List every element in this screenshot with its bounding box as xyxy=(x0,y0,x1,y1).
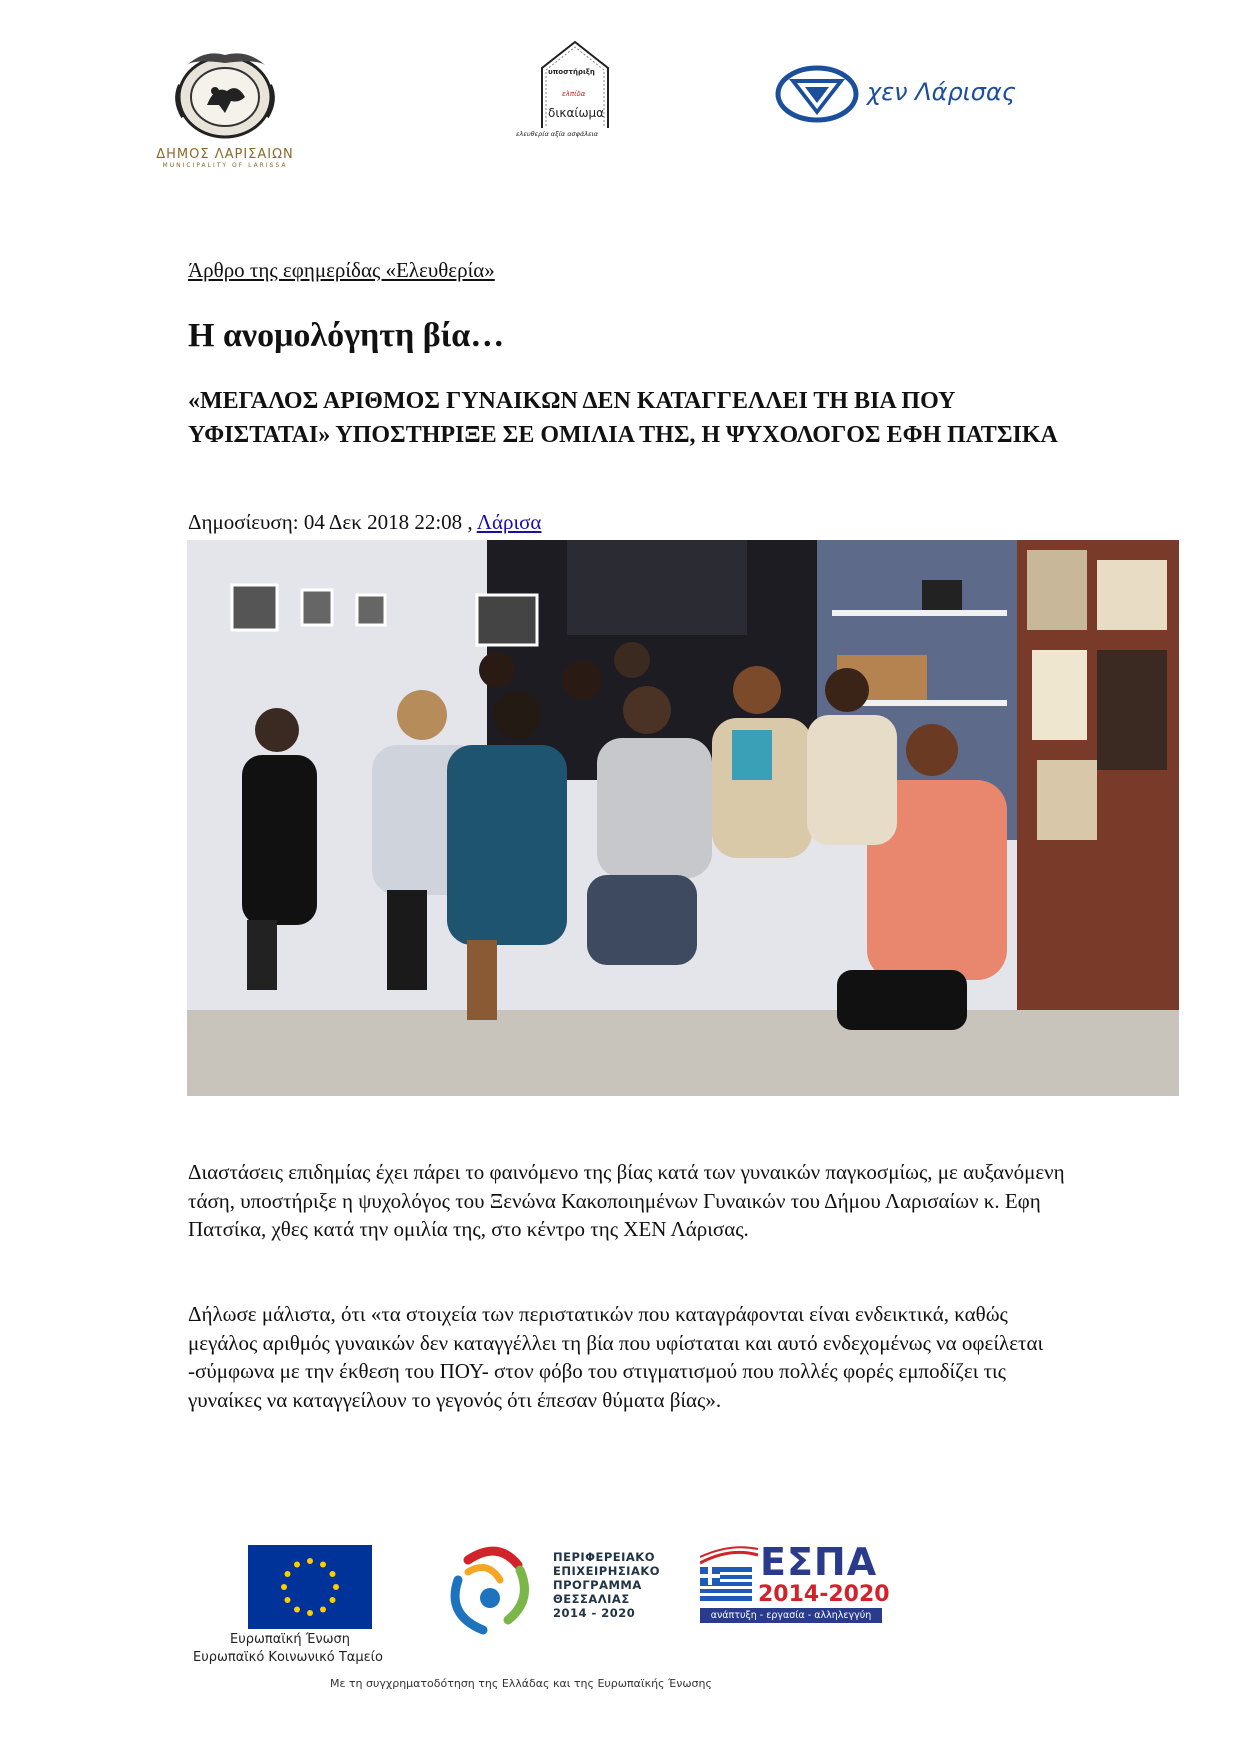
shelter-logo-line-3: δικαίωμα xyxy=(548,106,605,120)
publication-date: Δημοσίευση: 04 Δεκ 2018 22:08 , xyxy=(188,510,473,534)
article-paragraph: Διαστάσεις επιδημίας έχει πάρει το φαινόμενο της βίας κατά των γυναικών παγκοσμίως, με αυξανόμενη τάση, υποστήριξε η ψυχολόγος του Ξενώνα Κακοποιημένων Γυναικών του Δήμου Λαρισαίων κ. Εφη Πατσίκα, χθες κατά την ομιλία της, στο κέντρο της ΧΕΝ Λάρισας. xyxy=(188,1160,1065,1241)
pep-thessaly-logo-icon xyxy=(438,1540,538,1640)
article-photo xyxy=(187,540,1179,1096)
article-title: Η ανομολόγητη βία… xyxy=(188,317,505,354)
article-dateline xyxy=(188,510,541,535)
municipality-emblem-icon xyxy=(165,45,285,145)
municipality-logo xyxy=(145,45,305,175)
pep-line: 2014 - 2020 xyxy=(553,1606,636,1620)
xen-logo-text: χεν Λάρισας xyxy=(867,78,1016,106)
pep-line: ΕΠΙΧΕΙΡΗΣΙΑΚΟ xyxy=(553,1564,661,1578)
pep-thessaly-text xyxy=(553,1550,660,1620)
shelter-logo-line-4: ελευθερία αξία ασφάλεια xyxy=(516,130,599,138)
pep-line: ΠΡΟΓΡΑΜΜΑ xyxy=(553,1578,642,1592)
shelter-logo xyxy=(512,38,638,143)
eu-label: Ευρωπαϊκή Ένωση xyxy=(230,1632,351,1647)
article-subtitle: «ΜΕΓΑΛΟΣ ΑΡΙΘΜΟΣ ΓΥΝΑΙΚΩΝ ΔΕΝ ΚΑΤΑΓΓΕΛΛΕΙ ΤΗ ΒΙΑ ΠΟΥ ΥΦΙΣΤΑΤΑΙ» ΥΠΟΣΤΗΡΙΞΕ ΣΕ ΟΜΙΛΙΑ ΤΗΣ, Η ΨΥΧΟΛΟΓΟΣ ΕΦΗ ΠΑΤΣΙΚΑ xyxy=(188,388,1058,448)
pep-line: ΘΕΣΣΑΛΙΑΣ xyxy=(553,1592,630,1606)
espa-title: ΕΣΠΑ xyxy=(760,1540,878,1584)
municipality-name: ΔΗΜΟΣ ΛΑΡΙΣΑΙΩΝ xyxy=(156,147,294,162)
espa-tagline: ανάπτυξη - εργασία - αλληλεγγύη xyxy=(700,1608,882,1623)
municipality-subtitle: MUNICIPALITY OF LARISSA xyxy=(162,162,288,169)
audience-photo-illustration xyxy=(187,540,1179,1096)
espa-years: 2014-2020 xyxy=(758,1582,890,1607)
eu-flag-icon xyxy=(248,1545,372,1629)
shelter-logo-line-2: ελπίδα xyxy=(562,90,586,98)
shelter-logo-line-1: υποστήριξη xyxy=(548,68,595,76)
esf-label: Ευρωπαϊκό Κοινωνικό Ταμείο xyxy=(193,1650,384,1665)
article-kicker: Άρθρο της εφημερίδας «Ελευθερία» xyxy=(188,258,495,282)
xen-triangle-icon xyxy=(775,65,859,123)
pep-line: ΠΕΡΙΦΕΡΕΙΑΚΟ xyxy=(553,1550,655,1564)
article-paragraph: Δήλωσε μάλιστα, ότι «τα στοιχεία των περιστατικών που καταγράφονται είναι ενδεικτικά, καθώς μεγάλος αριθμός γυναικών δεν καταγγέλλει τη βία που υφίσταται και αυτό ενδεχομένως να οφείλεται -σύμφωνα με την έκθεση του ΠΟΥ- στον φόβο του στιγματισμού που πολλές φορές εμποδίζει τις γυναίκες να καταγγείλουν το γεγονός ότι έπεσαν θύματα βίας». xyxy=(188,1302,1044,1412)
cofunding-note: Με τη συγχρηματοδότηση της Ελλάδας και της Ευρωπαϊκής Ένωσης xyxy=(330,1677,712,1690)
xen-logo xyxy=(775,65,1035,125)
location-link[interactable]: Λάρισα xyxy=(476,510,542,534)
